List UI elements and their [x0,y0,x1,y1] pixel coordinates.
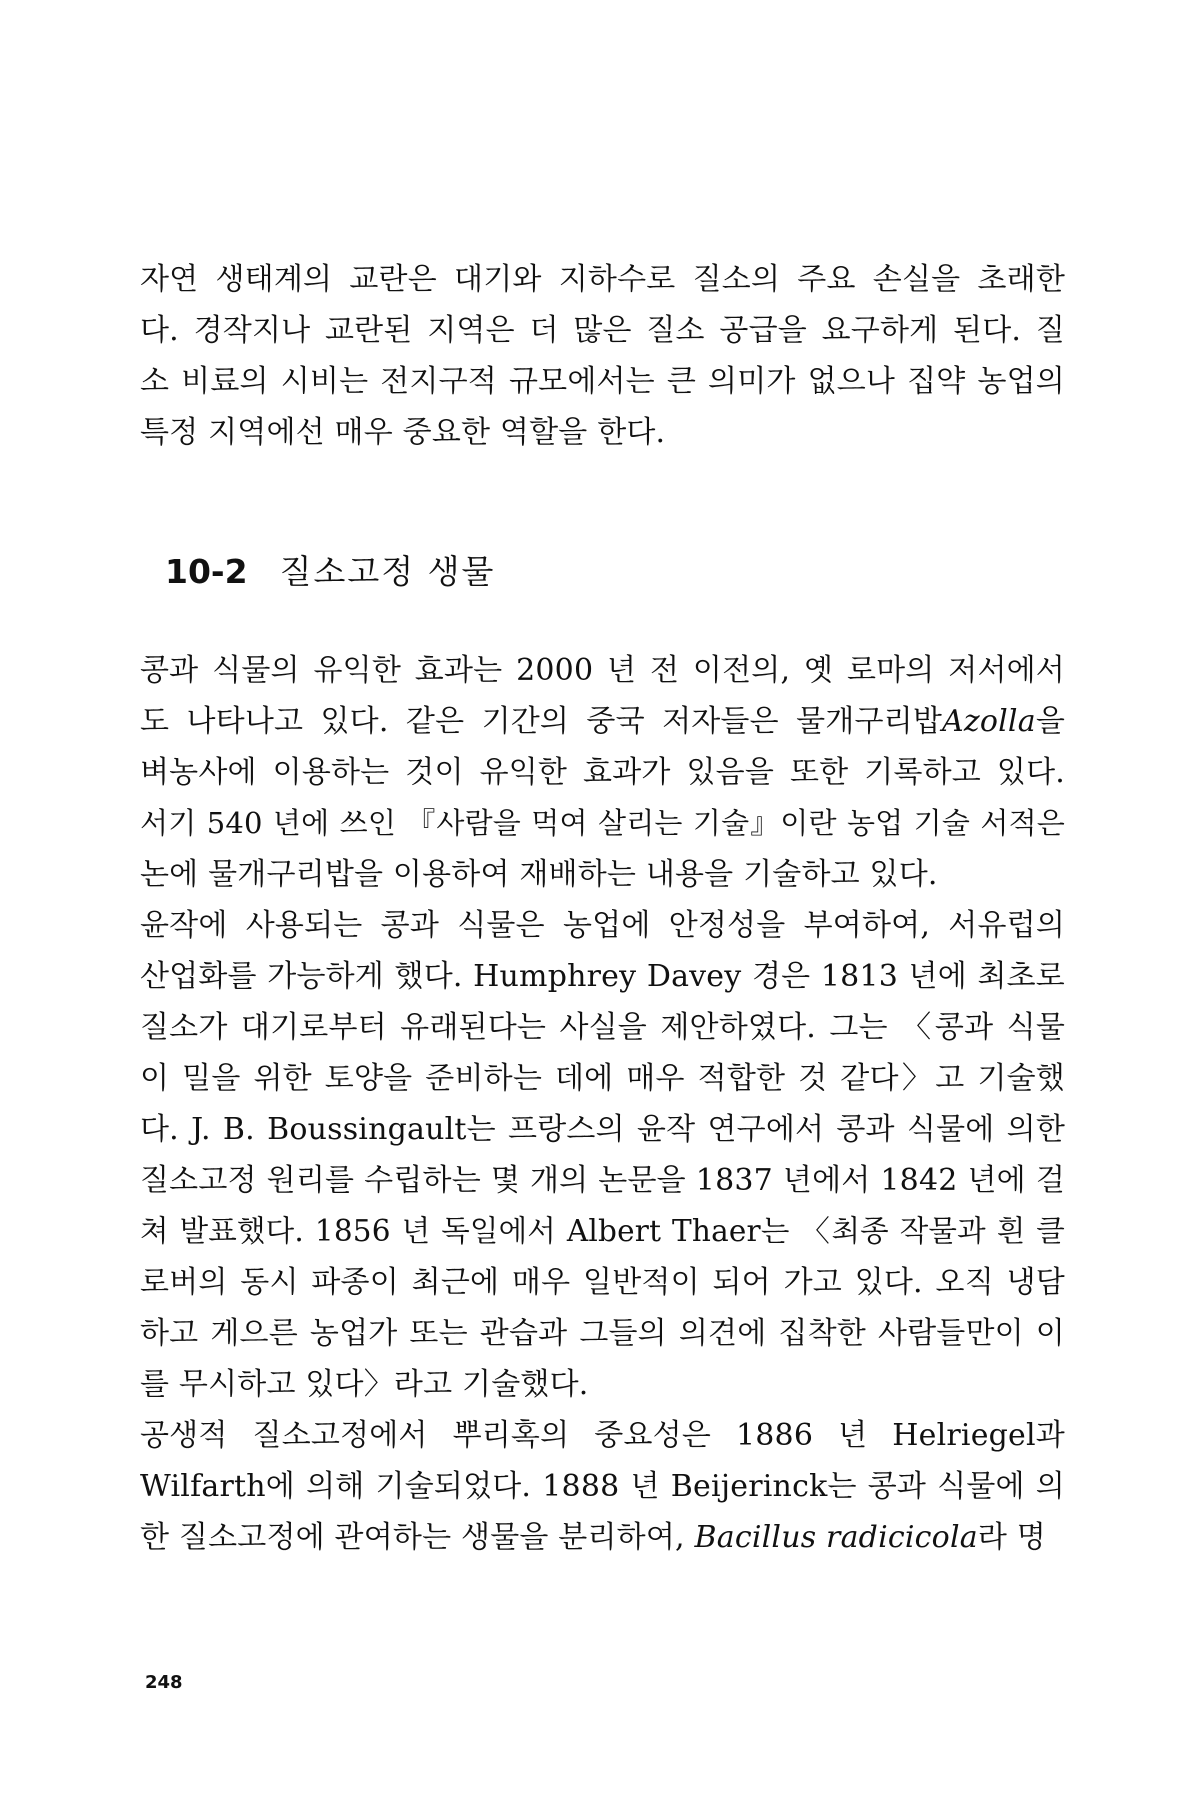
text-line: 자연 생태계의 교란은 대기와 지하수로 질소의 주요 손실을 초래한 [140,262,1065,297]
body-text [140,645,1065,1563]
text-run: 도 나타나고 있다. 같은 기간의 중국 저자들은 물개구리밥 [140,704,942,739]
text-line: 산업화를 가능하게 했다. Humphrey Davey 경은 1813 년에 최초로 [140,959,1065,994]
text-line: 를 무시하고 있다〉라고 기술했다. [140,1367,589,1402]
intro-paragraph [140,254,1065,458]
text-line [140,696,1065,747]
text-line [140,1512,1065,1563]
text-run: 을 [1035,704,1065,739]
text-line: 질소고정 원리를 수립하는 몇 개의 논문을 1837 년에서 1842 년에 걸 [140,1163,1065,1198]
text-line: 소 비료의 시비는 전지구적 규모에서는 큰 의미가 없으나 집약 농업의 [140,364,1065,399]
section-number: 10-2 [165,552,248,591]
section-heading [165,550,495,594]
text-run: 라 명 [977,1520,1046,1555]
page-number: 248 [145,1672,183,1693]
text-line: 콩과 식물의 유익한 효과는 2000 년 전 이전의, 옛 로마의 저서에서 [140,653,1065,688]
text-line: 윤작에 사용되는 콩과 식물은 농업에 안정성을 부여하여, 서유럽의 [140,908,1065,943]
scientific-name: Azolla [942,704,1036,739]
text-line: 다. J. B. Boussingault는 프랑스의 윤작 연구에서 콩과 식물에 의한 [140,1112,1065,1147]
text-line: 공생적 질소고정에서 뿌리혹의 중요성은 1886 년 Helriegel과 [140,1418,1065,1453]
text-line: 다. 경작지나 교란된 지역은 더 많은 질소 공급을 요구하게 된다. 질 [140,313,1065,348]
scientific-name: Bacillus radicicola [694,1520,978,1555]
text-line: 질소가 대기로부터 유래된다는 사실을 제안하였다. 그는 〈콩과 식물 [140,1010,1065,1045]
text-line: 쳐 발표했다. 1856 년 독일에서 Albert Thaer는 〈최종 작물과 흰 클 [140,1214,1065,1248]
text-line: 벼농사에 이용하는 것이 유익한 효과가 있음을 또한 기록하고 있다. [140,755,1065,790]
section-title: 질소고정 생물 [279,552,496,591]
text-run: 한 질소고정에 관여하는 생물을 분리하여, [140,1520,695,1555]
text-line: 서기 540 년에 쓰인 『사람을 먹여 살리는 기술』이란 농업 기술 서적은 [140,806,1065,840]
text-line: Wilfarth에 의해 기술되었다. 1888 년 Beijerinck는 콩과 식물에 의 [140,1469,1065,1504]
text-line: 특정 지역에선 매우 중요한 역할을 한다. [140,415,666,450]
text-line: 논에 물개구리밥을 이용하여 재배하는 내용을 기술하고 있다. [140,857,938,892]
text-line: 하고 게으른 농업가 또는 관습과 그들의 의견에 집착한 사람들만이 이 [140,1316,1065,1351]
text-line: 로버의 동시 파종이 최근에 매우 일반적이 되어 가고 있다. 오직 냉담 [140,1265,1065,1300]
text-line: 이 밀을 위한 토양을 준비하는 데에 매우 적합한 것 같다〉고 기술했 [140,1061,1065,1096]
